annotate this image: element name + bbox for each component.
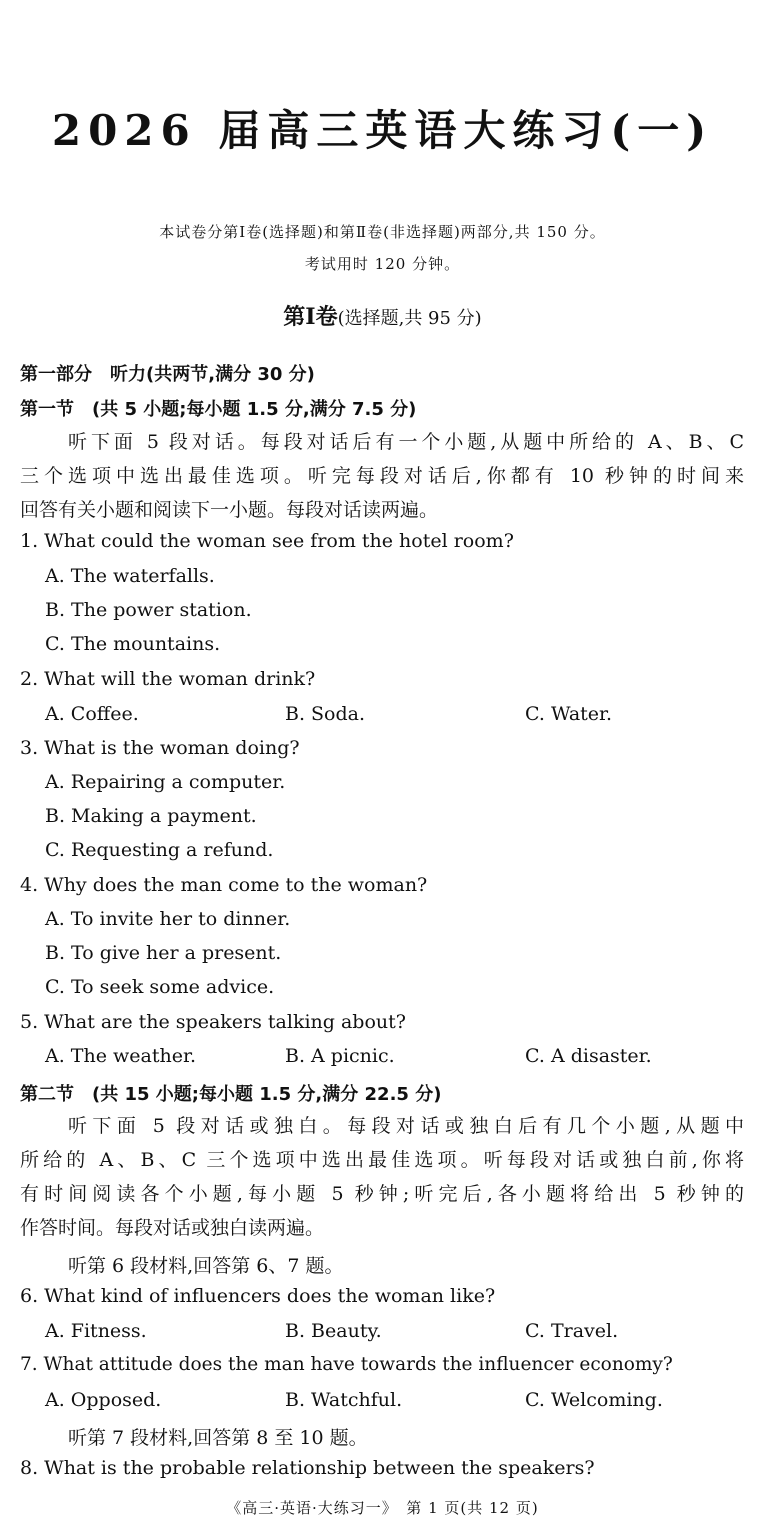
question-7-option-a: A. Opposed. (45, 1389, 162, 1411)
directions-line: 三个选项中选出最佳选项。听完每段对话后,你都有 10 秒钟的时间来 (20, 465, 744, 487)
question-4-option-a: A. To invite her to dinner. (45, 908, 291, 930)
section-1-directions (20, 425, 744, 527)
directions-line: 所给的 A、B、C 三个选项中选出最佳选项。听每段对话或独白前,你将 (20, 1149, 744, 1171)
part-1-heading: 第一部分 听力(共两节,满分 30 分) (20, 364, 315, 385)
directions-line: 作答时间。每段对话或独白读两遍。 (20, 1217, 325, 1239)
section-2-heading: 第二节 (共 15 小题;每小题 1.5 分,满分 22.5 分) (20, 1084, 442, 1105)
section-1-heading: 第一节 (共 5 小题;每小题 1.5 分,满分 7.5 分) (20, 399, 417, 420)
question-1-option-b: B. The power station. (45, 599, 252, 621)
question-1-option-a: A. The waterfalls. (45, 565, 215, 587)
question-5-stem: 5. What are the speakers talking about? (20, 1011, 406, 1033)
question-3-option-a: A. Repairing a computer. (45, 771, 286, 793)
directions-line: 回答有关小题和阅读下一小题。每段对话读两遍。 (20, 499, 439, 521)
question-4-stem: 4. Why does the man come to the woman? (20, 874, 428, 896)
intro-line-1: 本试卷分第Ⅰ卷(选择题)和第Ⅱ卷(非选择题)两部分,共 150 分。 (159, 223, 606, 241)
question-2-option-b: B. Soda. (285, 703, 366, 725)
question-6-option-c: C. Travel. (525, 1320, 619, 1342)
question-6-option-a: A. Fitness. (45, 1320, 147, 1342)
listen-note-material-6: 听第 6 段材料,回答第 6、7 题。 (68, 1255, 344, 1277)
directions-line: 有时间阅读各个小题,每小题 5 秒钟;听完后,各小题将给出 5 秒钟的 (20, 1183, 744, 1205)
question-2-option-a: A. Coffee. (45, 703, 139, 725)
question-5-option-b: B. A picnic. (285, 1045, 395, 1067)
question-1-stem: 1. What could the woman see from the hotel room? (20, 530, 514, 552)
question-8-stem: 8. What is the probable relationship between the speakers? (20, 1457, 595, 1479)
volume-1-subtitle: (选择题,共 95 分) (337, 308, 482, 329)
question-7-option-c: C. Welcoming. (525, 1389, 663, 1411)
question-7-option-b: B. Watchful. (285, 1389, 403, 1411)
volume-1-label: 第Ⅰ卷 (283, 304, 338, 330)
exam-title: 2026 届高三英语大练习(一) (51, 106, 714, 155)
question-4-option-c: C. To seek some advice. (45, 976, 275, 998)
directions-line: 听下面 5 段对话。每段对话后有一个小题,从题中所给的 A、B、C (68, 431, 744, 453)
question-1-option-c: C. The mountains. (45, 633, 221, 655)
question-5-option-a: A. The weather. (45, 1045, 196, 1067)
question-3-stem: 3. What is the woman doing? (20, 737, 300, 759)
directions-line: 听下面 5 段对话或独白。每段对话或独白后有几个小题,从题中 (68, 1115, 744, 1137)
question-3-option-b: B. Making a payment. (45, 805, 257, 827)
question-6-stem: 6. What kind of influencers does the woman like? (20, 1285, 496, 1307)
listen-note-material-7: 听第 7 段材料,回答第 8 至 10 题。 (68, 1427, 368, 1449)
intro-line-2: 考试用时 120 分钟。 (304, 255, 461, 273)
question-6-option-b: B. Beauty. (285, 1320, 382, 1342)
page-footer: 《高三·英语·大练习一》 第 1 页(共 12 页) (226, 1499, 539, 1517)
question-5-option-c: C. A disaster. (525, 1045, 652, 1067)
section-2-directions (20, 1109, 744, 1245)
question-2-option-c: C. Water. (525, 703, 613, 725)
question-4-option-b: B. To give her a present. (45, 942, 282, 964)
volume-1-heading (0, 300, 765, 331)
question-2-stem: 2. What will the woman drink? (20, 668, 316, 690)
question-7-stem: 7. What attitude does the man have towards the influencer economy? (20, 1354, 673, 1375)
question-3-option-c: C. Requesting a refund. (45, 839, 274, 861)
